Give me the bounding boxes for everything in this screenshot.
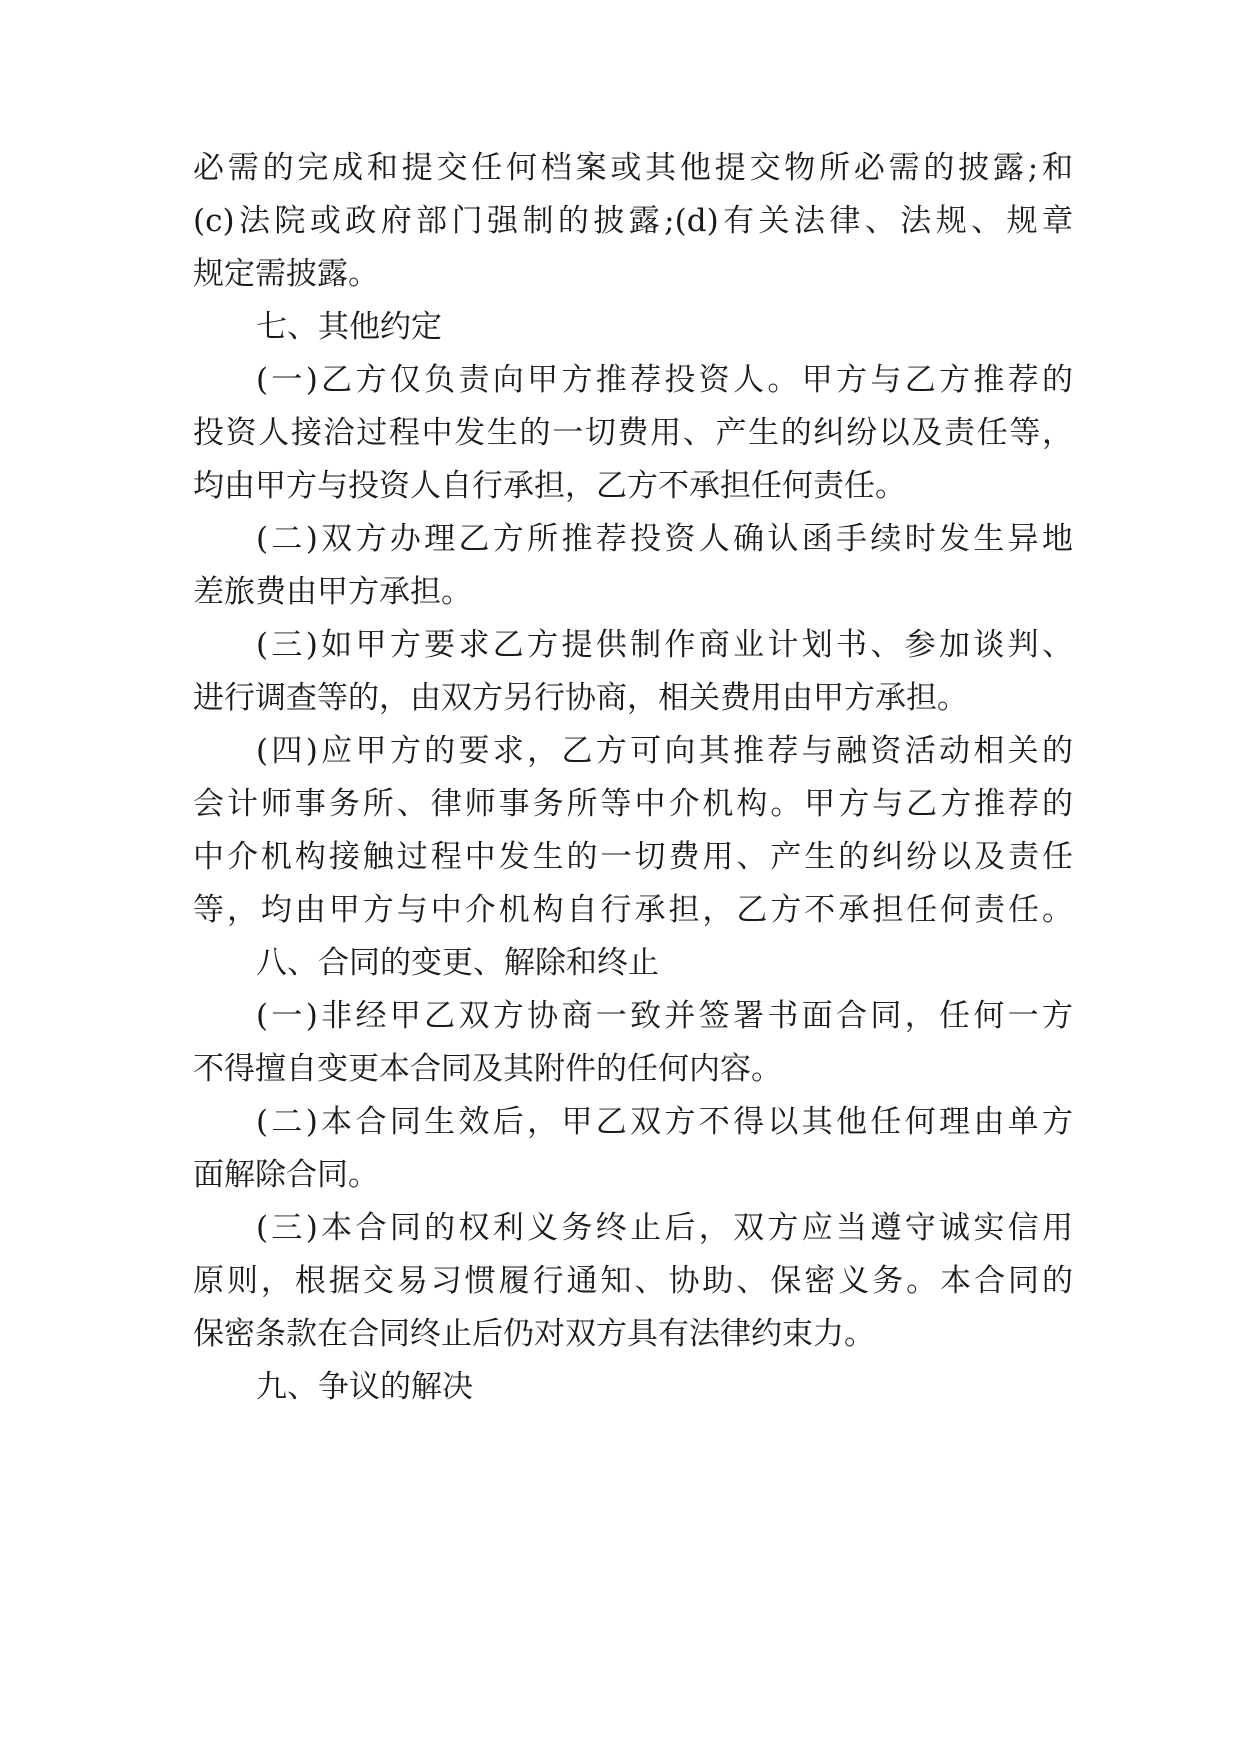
text-line: 面解除合同。 — [193, 1157, 379, 1193]
text-line: 会计师事务所、律师事务所等中介机构。甲方与乙方推荐的 — [193, 786, 1073, 822]
text-line: 等，均由甲方与中介机构自行承担，乙方不承担任何责任。 — [193, 892, 1073, 928]
text-line: 不得擅自变更本合同及其附件的任何内容。 — [193, 1051, 782, 1087]
text-line: 规定需披露。 — [193, 256, 379, 292]
text-line: (三)本合同的权利义务终止后，双方应当遵守诚实信用 — [256, 1210, 1073, 1246]
text-line: 均由甲方与投资人自行承担，乙方不承担任何责任。 — [193, 468, 906, 504]
text-line: 差旅费由甲方承担。 — [193, 574, 472, 610]
text-line: 投资人接洽过程中发生的一切费用、产生的纠纷以及责任等， — [193, 415, 1073, 451]
text-line: (三)如甲方要求乙方提供制作商业计划书、参加谈判、 — [256, 627, 1073, 663]
text-line: (二)本合同生效后，甲乙双方不得以其他任何理由单方 — [256, 1104, 1073, 1140]
text-line: 原则，根据交易习惯履行通知、协助、保密义务。本合同的 — [193, 1263, 1073, 1299]
text-line: (一)乙方仅负责向甲方推荐投资人。甲方与乙方推荐的 — [256, 362, 1073, 398]
section-heading: 九、争议的解决 — [256, 1369, 473, 1405]
section-heading: 七、其他约定 — [256, 309, 442, 345]
text-line: (一)非经甲乙双方协商一致并签署书面合同，任何一方 — [256, 998, 1073, 1034]
text-line: (四)应甲方的要求，乙方可向其推荐与融资活动相关的 — [256, 733, 1073, 769]
text-line: (二)双方办理乙方所推荐投资人确认函手续时发生异地 — [256, 521, 1073, 557]
section-heading: 八、合同的变更、解除和终止 — [256, 945, 659, 981]
text-line: 必需的完成和提交任何档案或其他提交物所必需的披露;和 — [193, 150, 1073, 186]
text-line: (c)法院或政府部门强制的披露;(d)有关法律、法规、规章 — [193, 203, 1073, 239]
text-line: 进行调查等的，由双方另行协商，相关费用由甲方承担。 — [193, 680, 968, 716]
text-line: 保密条款在合同终止后仍对双方具有法律约束力。 — [193, 1316, 875, 1352]
text-line: 中介机构接触过程中发生的一切费用、产生的纠纷以及责任 — [193, 839, 1073, 875]
